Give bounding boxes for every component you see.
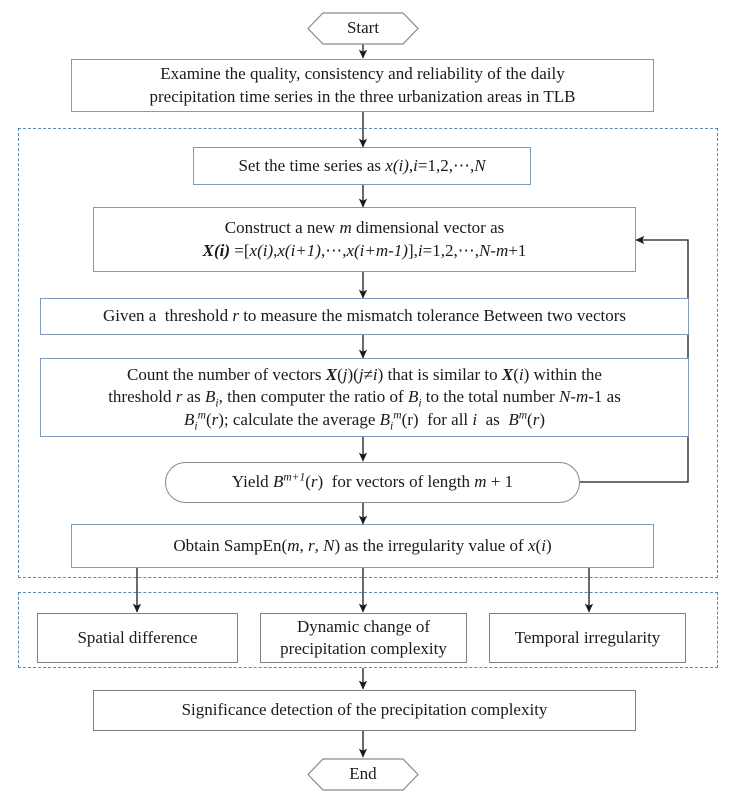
node-sampen-text: Obtain SampEn(m, r, N) as the irregularity value of x(i) [173,535,552,555]
node-count-line2: threshold r as $B_i$, then computer the ratio of $B_i$ to the total number N-m-1 as [108,387,621,410]
node-dynamic-line2: precipitation complexity [280,639,447,658]
node-count-line3: $B_i^m(r)$; calculate the average $B_i^m(r)$ for all i as $B^m(r)$ [183,407,546,432]
node-set-series-math: x(i) [385,155,409,175]
node-construct-line1-pre: Construct a new [224,218,340,238]
node-construct-line2: X(i) =[x(i),x(i+1),⋯,x(i+m-1)],i=1,2,⋯,N-m+1 [202,240,527,260]
node-set-series-prefix: Set the time series as [238,155,386,175]
node-significance-detection[interactable] [93,690,636,731]
node-construct-vector[interactable] [93,207,636,272]
node-yield-text: Yield $B^{m+1}(r)$ for vectors of length m + 1 [231,470,514,492]
node-temporal-irregularity[interactable] [489,613,686,663]
group-sampen-algorithm [18,128,718,578]
node-start-label: Start [346,18,380,38]
node-set-time-series[interactable]: Set the time series as x(i),i=1,2,⋯,N [193,147,531,185]
node-spatial-label: Spatial difference [77,627,198,647]
node-end-label: End [349,764,377,784]
node-dynamic-line1: Dynamic change of [296,616,431,636]
node-obtain-sampen[interactable] [71,524,654,568]
node-examine-line2: precipitation time series in the three urbanization areas in TLB [149,86,576,106]
node-threshold-text: Given a threshold r to measure the mismatch tolerance Between two vectors [102,306,627,326]
node-dynamic-change[interactable] [260,613,467,663]
node-yield-vectors[interactable] [165,462,580,503]
node-spatial-difference[interactable] [37,613,238,663]
node-count-vectors[interactable] [40,358,689,437]
node-given-threshold[interactable] [40,298,689,335]
node-examine-quality[interactable] [71,59,654,112]
node-construct-dim-var: m [339,218,352,238]
node-examine-line1: Examine the quality, consistency and reliability of the daily [160,64,565,84]
node-start[interactable] [307,12,419,45]
node-construct-line1-post: dimensional vector as [351,218,505,238]
node-end[interactable] [307,758,419,791]
node-significance-label: Significance detection of the precipitation complexity [181,700,548,720]
node-temporal-label: Temporal irregularity [514,627,661,647]
node-count-line1: Count the number of vectors X(j)(j≠i) that is similar to X(i) within the [127,365,602,385]
